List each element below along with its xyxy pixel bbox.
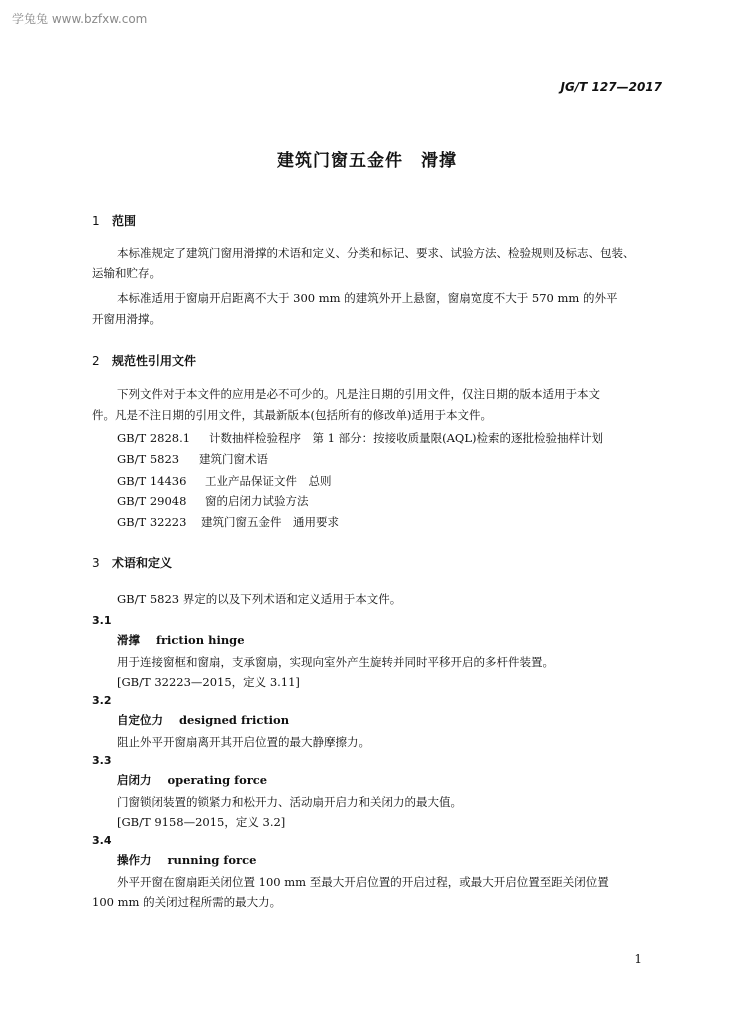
- section-3-heading: [92, 554, 172, 571]
- reference-item: [117, 471, 332, 491]
- reference-code: GB/T 14436: [117, 474, 187, 488]
- section-2-heading: [92, 352, 196, 369]
- term-chinese: 操作力: [117, 853, 152, 867]
- document-number: JG/T 127—2017: [560, 80, 662, 94]
- term-definition: 用于连接窗框和窗扇，支承窗扇，实现向室外产生旋转并同时平移开启的多杆件装置。: [117, 655, 554, 669]
- term-english: operating force: [167, 773, 268, 787]
- section-number: 3: [92, 556, 100, 570]
- reference-title: 计数抽样检验程序 第 1 部分：按接收质量限(AQL)检索的逐批检验抽样计划: [209, 431, 603, 445]
- term-entry: [117, 632, 245, 648]
- section-title: 规范性引用文件: [112, 354, 197, 368]
- term-definition: 门窗锁闭装置的锁紧力和松开力、活动扇开启力和关闭力的最大值。: [117, 795, 462, 809]
- term-english: designed friction: [179, 713, 290, 727]
- paragraph-line: 本标准规定了建筑门窗用滑撑的术语和定义、分类和标记、要求、试验方法、检验规则及标志、包装、: [117, 246, 635, 260]
- term-entry: [117, 772, 267, 788]
- term-chinese: 滑撑: [117, 633, 140, 647]
- reference-item: [117, 491, 309, 511]
- term-source: [GB/T 9158—2015，定义 3.2]: [117, 815, 286, 829]
- clause-number: 3.2: [92, 694, 112, 707]
- term-chinese: 启闭力: [117, 773, 152, 787]
- clause-number: 3.1: [92, 614, 112, 627]
- section-title: 术语和定义: [112, 556, 173, 570]
- reference-item: [117, 449, 268, 469]
- reference-title: 建筑门窗五金件 通用要求: [201, 515, 339, 529]
- term-definition: 100 mm 的关闭过程所需的最大力。: [92, 895, 282, 909]
- reference-code: GB/T 29048: [117, 494, 187, 508]
- watermark: 学兔兔 www.bzfxw.com: [12, 12, 148, 26]
- term-definition: 外平开窗在窗扇距关闭位置 100 mm 至最大开启位置的开启过程，或最大开启位置至距关闭位置: [117, 875, 609, 889]
- term-entry: [117, 852, 256, 868]
- reference-title: 窗的启闭力试验方法: [205, 494, 309, 508]
- page-number: 1: [634, 952, 642, 966]
- section-number: 1: [92, 214, 100, 228]
- term-english: running force: [167, 853, 257, 867]
- term-entry: [117, 712, 289, 728]
- reference-code: GB/T 32223: [117, 515, 187, 529]
- paragraph-line: 下列文件对于本文件的应用是必不可少的。凡是注日期的引用文件，仅注日期的版本适用于本文: [117, 387, 600, 401]
- clause-number: 3.3: [92, 754, 112, 767]
- term-chinese: 自定位力: [117, 713, 163, 727]
- clause-number: 3.4: [92, 834, 112, 847]
- paragraph-line: GB/T 5823 界定的以及下列术语和定义适用于本文件。: [117, 592, 402, 606]
- section-title: 范围: [112, 214, 137, 228]
- term-source: [GB/T 32223—2015，定义 3.11]: [117, 675, 300, 689]
- reference-item: [117, 428, 603, 448]
- section-number: 2: [92, 354, 100, 368]
- page-title: 建筑门窗五金件 滑撑: [277, 151, 457, 171]
- term-english: friction hinge: [156, 633, 245, 647]
- paragraph-line: 开窗用滑撑。: [92, 312, 161, 326]
- paragraph-line: 件。凡是不注日期的引用文件，其最新版本(包括所有的修改单)适用于本文件。: [92, 408, 492, 422]
- reference-title: 建筑门窗术语: [199, 452, 268, 466]
- term-definition: 阻止外平开窗扇离开其开启位置的最大静摩擦力。: [117, 735, 370, 749]
- paragraph-line: 本标准适用于窗扇开启距离不大于 300 mm 的建筑外开上悬窗，窗扇宽度不大于 570 mm 的外平: [117, 291, 618, 305]
- reference-title: 工业产品保证文件 总则: [205, 474, 332, 488]
- reference-code: GB/T 2828.1: [117, 431, 191, 445]
- reference-item: [117, 512, 339, 532]
- reference-code: GB/T 5823: [117, 452, 180, 466]
- section-1-heading: [92, 212, 136, 229]
- paragraph-line: 运输和贮存。: [92, 266, 161, 280]
